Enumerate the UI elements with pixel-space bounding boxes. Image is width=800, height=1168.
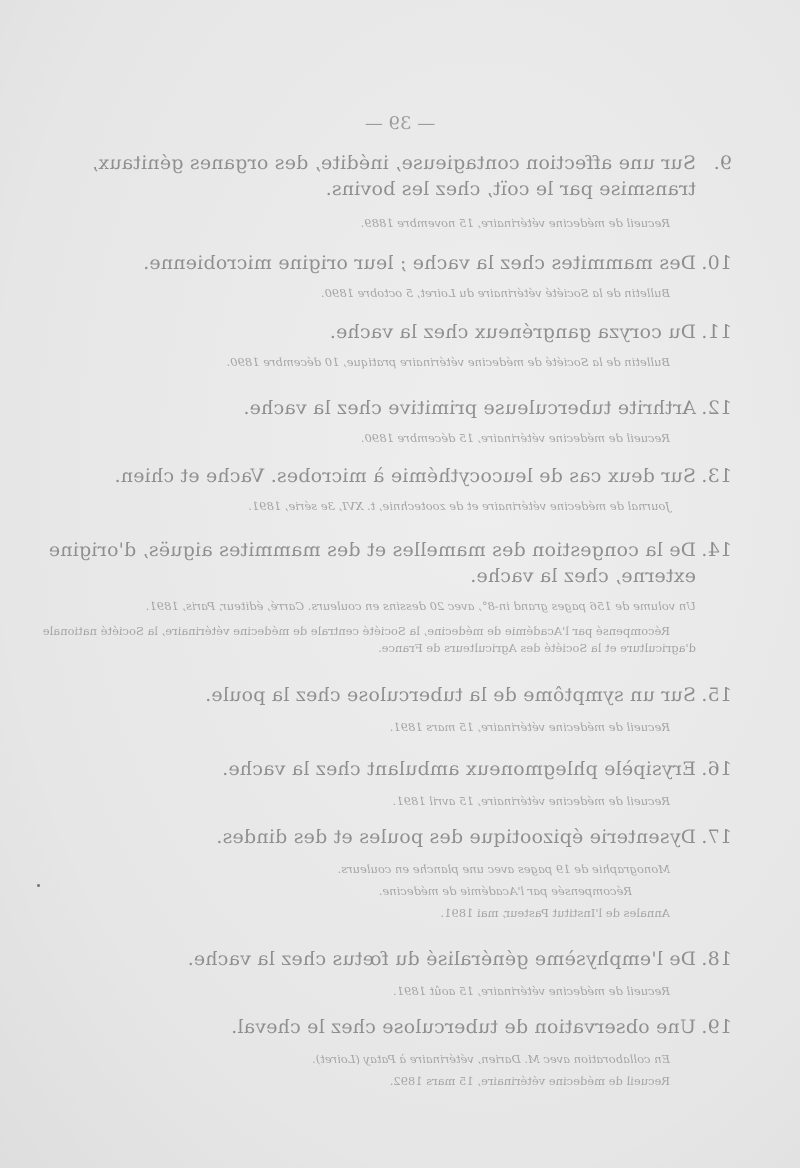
entry-number: 17.	[701, 826, 732, 848]
entry-title-text: Sur une affection contagieuse, inédite, des organes génitaux, transmise par le coït, chez les bovins.	[91, 152, 696, 200]
entry-title	[42, 150, 732, 202]
entry-title-text: Sur un symptôme de la tuberculose chez la poule.	[204, 684, 696, 706]
entry-13	[42, 463, 732, 517]
entry-title	[42, 250, 732, 276]
entry-title	[42, 395, 732, 421]
entry-number: 18.	[701, 948, 732, 970]
entry-reference: Recueil de médecine vétérinaire, 15 novembre 1889.	[360, 216, 670, 230]
entry-reference: Recueil de médecine vétérinaire, 15 août 1891.	[393, 984, 670, 998]
entry-reference: Récompensée par l'Académie de médecine.	[378, 884, 632, 898]
entry-title	[42, 537, 732, 589]
entry-reference: Un volume de 156 pages grand in-8°, avec 20 dessins en couleurs. Carré, éditeur, Paris, 1891.	[145, 599, 696, 613]
entry-12	[42, 395, 732, 449]
entry-19	[42, 1014, 732, 1092]
entry-title-text: Erysipèle phlegmoneux ambulant chez la vache.	[222, 758, 696, 780]
page-number: — 39 —	[364, 113, 436, 134]
entry-number: 13.	[701, 465, 732, 487]
entry-title	[42, 946, 732, 972]
entry-reference: Monographie de 19 pages avec une planche en couleurs.	[337, 862, 670, 876]
entry-title	[42, 463, 732, 489]
entry-title	[42, 756, 732, 782]
entry-number: 10.	[701, 252, 732, 274]
entry-10	[42, 250, 732, 304]
entry-11	[42, 319, 732, 373]
entry-number: 12.	[701, 397, 732, 419]
entry-note: Récompensé par l'Académie de médecine, la Société centrale de médecine vétérinaire, la Société nationale d'agriculture et la Société des Agriculteurs de France.	[42, 624, 696, 655]
entry-9	[42, 150, 732, 234]
entry-title-text: Sur deux cas de leucocythémie à microbes. Vache et chien.	[114, 465, 696, 487]
entry-title	[42, 319, 732, 345]
entry-reference: Bulletin de la Société vétérinaire du Loiret, 5 octobre 1890.	[320, 286, 670, 300]
entry-number: 9.	[713, 152, 732, 174]
entry-reference: Bulletin de la Société de médecine vétérinaire pratique, 10 décembre 1890.	[226, 355, 670, 369]
entry-reference: Journal de médecine vétérinaire et de zootechnie, t. XVI, 3e série, 1891.	[248, 499, 670, 513]
entry-number: 14.	[701, 539, 732, 561]
entry-title-text: Arthrite tuberculeuse primitive chez la vache.	[243, 397, 696, 419]
entry-title	[42, 824, 732, 850]
entry-reference: En collaboration avec M. Darien, vétérinaire à Patay (Loiret).	[312, 1052, 670, 1066]
entry-number: 11.	[701, 321, 732, 343]
entry-title-text: Du coryza gangréneux chez la vache.	[329, 321, 696, 343]
entry-reference: Annales de l'Institut Pasteur, mai 1891.	[440, 906, 670, 920]
entry-reference: Recueil de médecine vétérinaire, 15 mars 1892.	[389, 1074, 670, 1088]
entry-title-text: De l'emphysème généralisé du fœtus chez la vache.	[187, 948, 696, 970]
entry-16	[42, 756, 732, 812]
entry-title-text: De la congestion des mamelles et des mammites aiguës, d'origine externe, chez la vache.	[48, 539, 696, 587]
entry-number: 16.	[701, 758, 732, 780]
entry-number: 19.	[701, 1016, 732, 1038]
entry-title	[42, 1014, 732, 1040]
entry-title-text: Une observation de tuberculose chez le cheval.	[231, 1016, 696, 1038]
entry-number: 15.	[701, 684, 732, 706]
entry-title	[42, 682, 732, 708]
entry-14	[42, 537, 732, 657]
entry-reference: Recueil de médecine vétérinaire, 15 décembre 1890.	[360, 431, 670, 445]
entry-15	[42, 682, 732, 738]
ink-speck	[37, 884, 40, 887]
entry-title-text: Des mammites chez la vache ; leur origine microbienne.	[142, 252, 696, 274]
entry-18	[42, 946, 732, 1002]
entry-reference: Recueil de médecine vétérinaire, 15 avril 1891.	[392, 794, 670, 808]
entry-title-text: Dysenterie épizootique des poules et des dindes.	[216, 826, 696, 848]
entry-17	[42, 824, 732, 924]
entry-reference: Recueil de médecine vétérinaire, 15 mars 1891.	[389, 720, 670, 734]
